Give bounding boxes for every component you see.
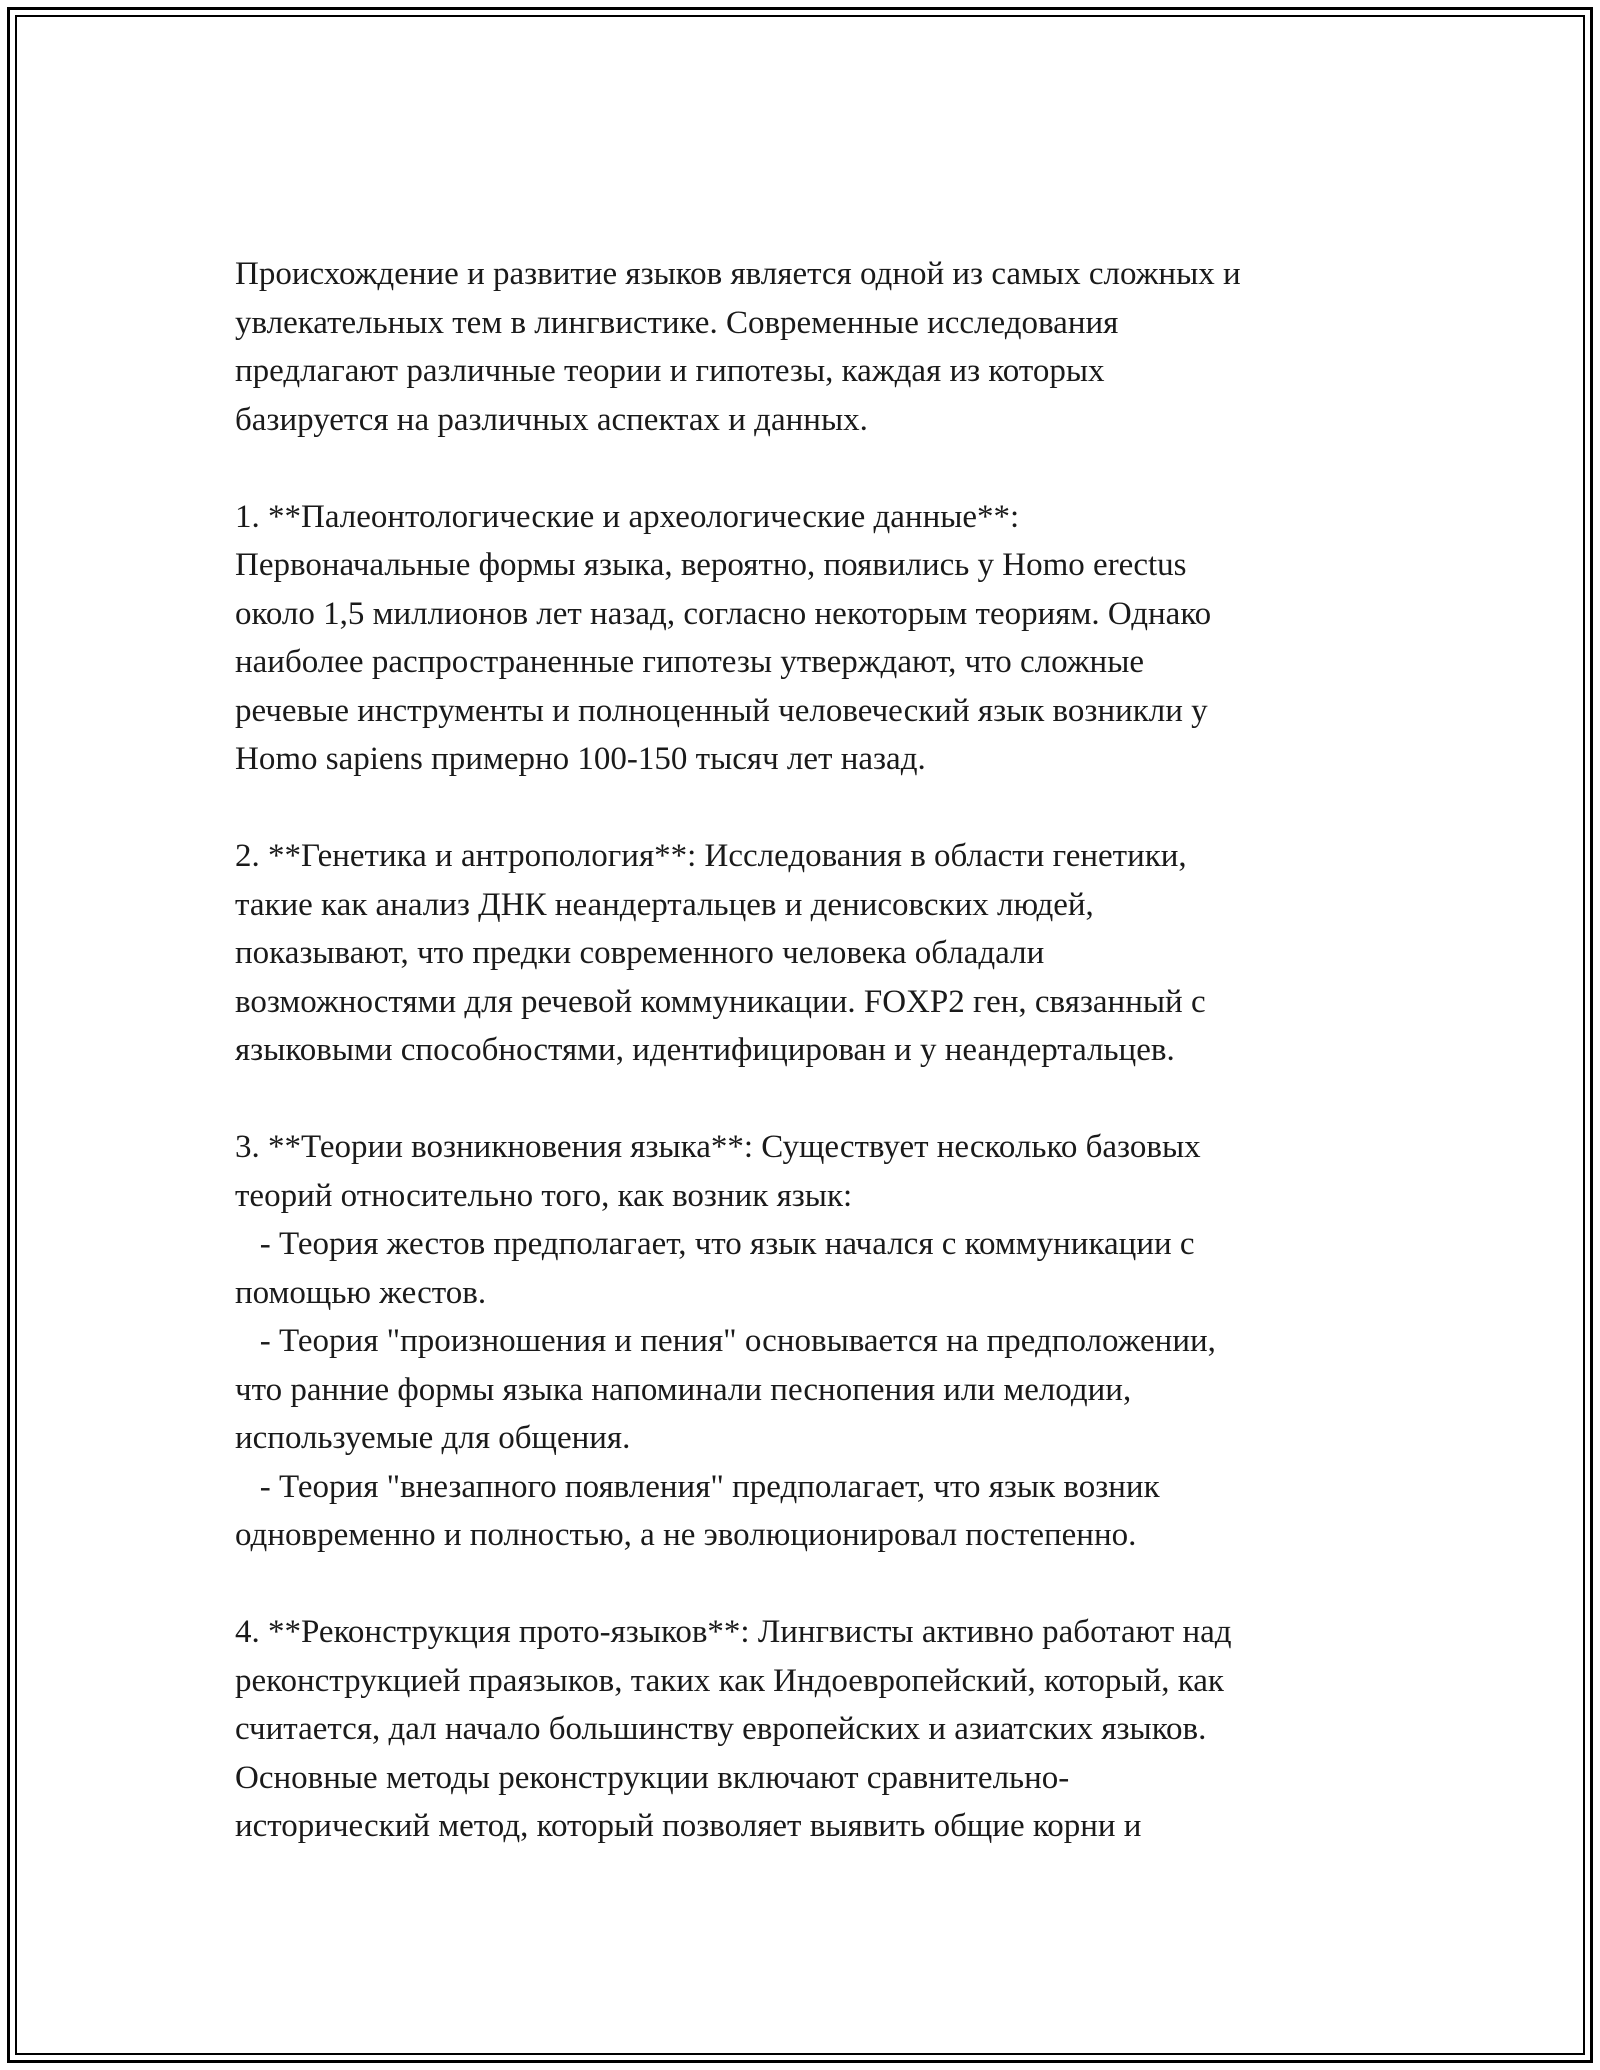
- paragraph-intro: [235, 250, 1375, 444]
- text-line: - Теория жестов предполагает, что язык начался с коммуникации с: [235, 1226, 1195, 1262]
- text-line: такие как анализ ДНК неандертальцев и денисовских людей,: [235, 886, 1094, 923]
- text-line: теорий относительно того, как возник язык:: [235, 1177, 853, 1214]
- text-line: речевые инструменты и полноценный человеческий язык возникли у: [235, 692, 1208, 729]
- paragraph-reconstruction: [235, 1608, 1375, 1851]
- text-line: Происхождение и развитие языков является одной из самых сложных и: [235, 256, 1241, 292]
- paragraph-paleontology: [235, 493, 1375, 784]
- document-body: [235, 250, 1375, 1899]
- text-line: используемые для общения.: [235, 1420, 631, 1456]
- text-line: базируется на различных аспектах и данных.: [235, 401, 868, 438]
- text-line: возможностями для речевой коммуникации. FOXP2 ген, связанный с: [235, 983, 1206, 1020]
- text-line: показывают, что предки современного человека обладали: [235, 935, 1045, 971]
- paragraph-genetics: [235, 832, 1375, 1075]
- text-line: увлекательных тем в лингвистике. Современные исследования: [235, 304, 1119, 341]
- text-line: Основные методы реконструкции включают сравнительно-: [235, 1759, 1070, 1796]
- text-line: наиболее распространенные гипотезы утверждают, что сложные: [235, 644, 1145, 680]
- text-line: - Теория "произношения и пения" основывается на предположении,: [235, 1323, 1216, 1359]
- text-line: около 1,5 миллионов лет назад, согласно некоторым теориям. Однако: [235, 595, 1212, 632]
- text-line: 3. **Теории возникновения языка**: Существует несколько базовых: [235, 1129, 1201, 1165]
- text-line: предлагают различные теории и гипотезы, каждая из которых: [235, 353, 1105, 389]
- text-line: одновременно и полностью, а не эволюционировал постепенно.: [235, 1517, 1137, 1553]
- text-line: считается, дал начало большинству европейских и азиатских языков.: [235, 1711, 1207, 1747]
- text-line: 1. **Палеонтологические и археологические данные**:: [235, 498, 1020, 535]
- text-line: Первоначальные формы языка, вероятно, появились у Homo erectus: [235, 547, 1187, 583]
- paragraph-theories: [235, 1123, 1375, 1560]
- text-line: что ранние формы языка напоминали песнопения или мелодии,: [235, 1371, 1132, 1408]
- text-line: 2. **Генетика и антропология**: Исследования в области генетики,: [235, 838, 1187, 874]
- text-line: языковыми способностями, идентифицирован и у неандертальцев.: [235, 1032, 1175, 1068]
- text-line: реконструкцией праязыков, таких как Индоевропейский, который, как: [235, 1662, 1224, 1699]
- text-line: помощью жестов.: [235, 1274, 487, 1311]
- text-line: 4. **Реконструкция прото-языков**: Лингвисты активно работают над: [235, 1614, 1232, 1650]
- text-line: исторический метод, который позволяет выявить общие корни и: [235, 1808, 1142, 1844]
- text-line: Homo sapiens примерно 100-150 тысяч лет назад.: [235, 741, 926, 777]
- text-line: - Теория "внезапного появления" предполагает, что язык возник: [235, 1468, 1160, 1505]
